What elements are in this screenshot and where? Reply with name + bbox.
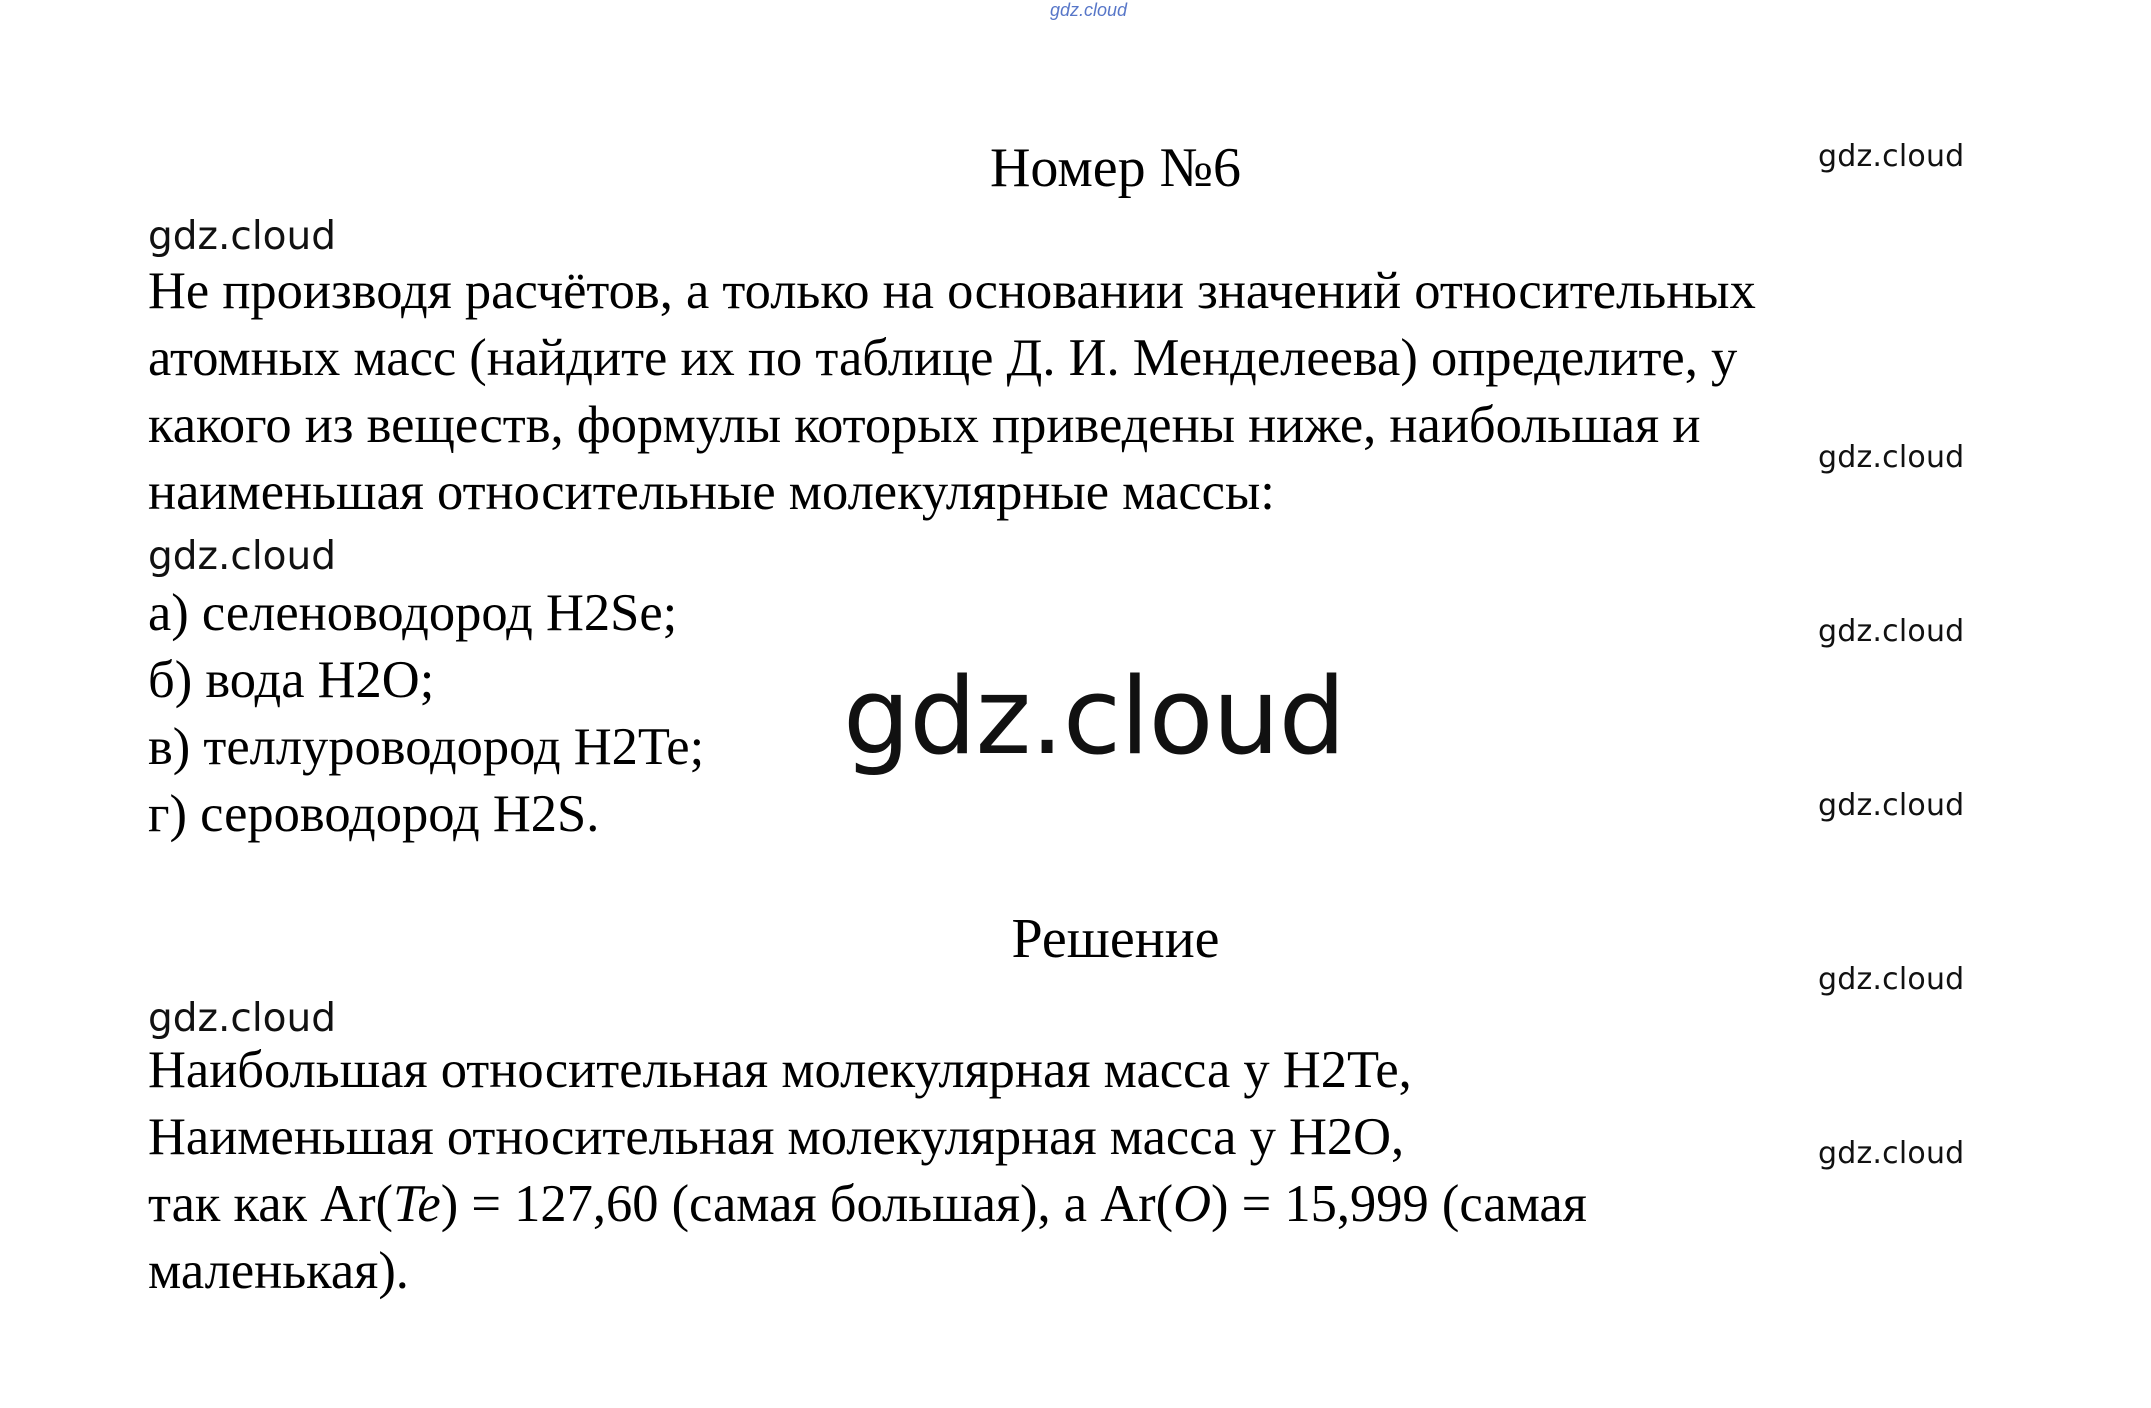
element-te: Te: [393, 1175, 441, 1233]
explanation-prefix: так как Ar(: [148, 1175, 394, 1233]
options-list: [148, 580, 2048, 848]
option-item: б) вода H2O;: [148, 651, 435, 709]
solution-line: маленькая).: [148, 1242, 409, 1300]
option-item: в) теллуроводород H2Te;: [148, 718, 705, 776]
explanation-middle: ) = 127,60 (самая большая), а Ar(: [440, 1175, 1174, 1233]
option-item: г) сероводород H2S.: [148, 785, 600, 843]
solution-line: Наибольшая относительная молекулярная масса у H2Te,: [148, 1041, 1412, 1099]
watermark-right: gdz.cloud: [1818, 962, 1965, 997]
watermark-left: gdz.cloud: [148, 214, 336, 259]
watermark-right: gdz.cloud: [1818, 440, 1965, 475]
task-line: какого из веществ, формулы которых приведены ниже, наибольшая и: [148, 396, 1701, 454]
watermark-left: gdz.cloud: [148, 534, 336, 579]
task-line: Не производя расчётов, а только на основании значений относительных: [148, 262, 1756, 320]
option-item: а) селеноводород H2Se;: [148, 584, 678, 642]
solution-heading: Решение: [1011, 908, 1220, 970]
task-text: [148, 258, 2048, 526]
watermark-top: gdz.cloud: [1050, 0, 1128, 20]
watermark-left: gdz.cloud: [148, 996, 336, 1041]
element-o: O: [1173, 1175, 1211, 1233]
watermark-right: gdz.cloud: [1818, 1136, 1965, 1171]
task-line: наименьшая относительные молекулярные массы:: [148, 463, 1275, 521]
solution-text: [148, 1037, 2048, 1305]
task-line: атомных масс (найдите их по таблице Д. И. Менделеева) определите, у: [148, 329, 1738, 387]
explanation-suffix: ) = 15,999 (самая: [1211, 1175, 1587, 1233]
watermark-right: gdz.cloud: [1818, 614, 1965, 649]
page-title: Номер №6: [989, 137, 1242, 199]
solution-line: Наименьшая относительная молекулярная масса у H2O,: [148, 1108, 1405, 1166]
watermark-right: gdz.cloud: [1818, 139, 1965, 174]
solution-explanation: [148, 1171, 2048, 1238]
watermark-center: gdz.cloud: [843, 655, 1345, 778]
watermark-right: gdz.cloud: [1818, 788, 1965, 823]
